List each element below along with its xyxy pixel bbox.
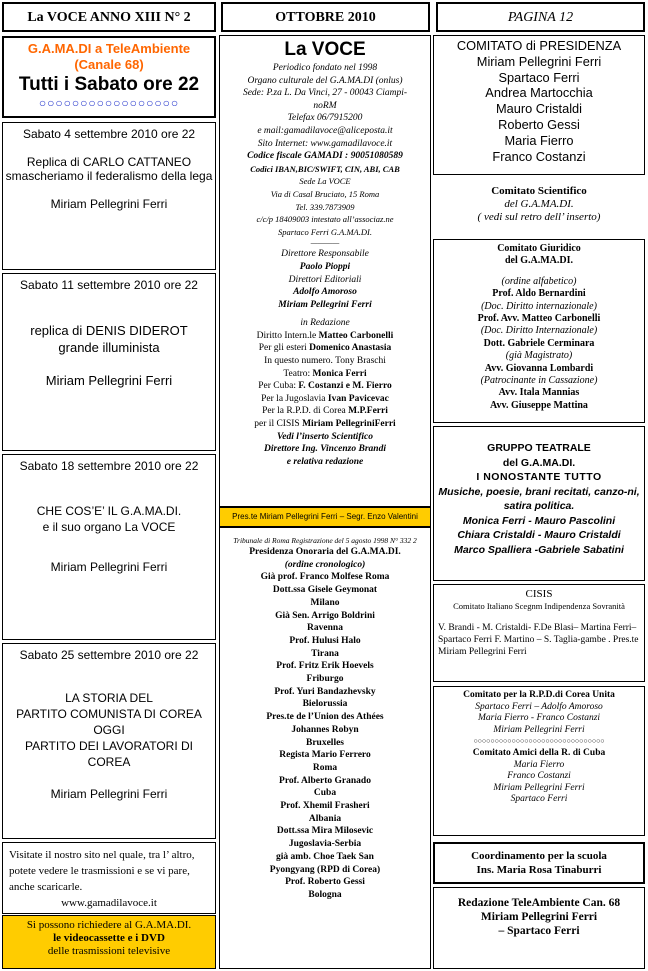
visit-site	[2, 842, 216, 914]
tele-line: Miriam Pellegrini Ferri	[480, 911, 598, 923]
giuridico-title: Comitato Giuridico	[497, 243, 581, 254]
promo-dots: ○○○○○○○○○○○○○○○○○	[38, 96, 180, 110]
event-3	[2, 454, 216, 640]
event-line	[3, 356, 215, 372]
redazione-row	[220, 405, 430, 418]
order-notice	[2, 915, 216, 969]
page-label: PAGINA 12	[507, 10, 574, 25]
presidenza-members	[434, 54, 644, 165]
corea-title: Comitato per la R.P.D.di Corea Unita	[463, 690, 615, 700]
tele-line: – Spartaco Ferri	[498, 925, 580, 937]
masthead-line: Codici IBAN,BIC/SWIFT, CIN, ABI, CAB	[250, 163, 400, 174]
presidenza-member: Franco Costanzi	[492, 148, 586, 164]
honorary-member: Albania	[308, 813, 342, 824]
event-line: Replica di CARLO CATTANEO	[26, 155, 192, 169]
event-date: Sabato 25 settembre 2010 ore 22	[19, 648, 199, 662]
event-author: Miriam Pellegrini Ferri	[50, 787, 168, 801]
event-4	[2, 643, 216, 839]
masthead-line: Tel. 339.7873909	[295, 201, 355, 212]
presidenza-member: Spartaco Ferri	[498, 69, 580, 85]
honorary-member: Dott.ssa Mira Milosevic	[276, 826, 374, 837]
honorary-member: Prof. Fritz Erik Hoevels	[276, 661, 374, 672]
giuridico-member: Dott. Gabriele Cerminara	[483, 337, 595, 349]
comitato-giuridico	[433, 239, 645, 423]
giuridico-title: del G.A.MA.DI.	[504, 255, 574, 267]
honorary-member: Prof. Hulusi Halo	[289, 635, 361, 646]
giuridico-member: Prof. Avv. Matteo Carbonelli	[477, 313, 601, 325]
tribunale-registration: Tribunale di Roma Registrazione del 5 agosto 1998 N° 332 2	[233, 536, 417, 545]
redazione-person: Ivan Pavicevac	[327, 393, 389, 404]
comitato-scientifico	[433, 185, 645, 235]
scientifico-line: del G.A.MA.DI.	[504, 198, 574, 210]
redazione-role: per il CISIS	[254, 419, 303, 430]
event-author: Miriam Pellegrini Ferri	[45, 373, 173, 388]
redazione-person: F. Costanzi e M. Fierro	[298, 381, 392, 392]
teatro-member: Chiara Cristaldi - Mauro Cristaldi	[457, 529, 621, 541]
masthead-line: Spartaco Ferri G.A.MA.DI.	[278, 226, 372, 237]
promo-channel: G.A.MA.DI a TeleAmbiente	[27, 41, 191, 56]
cuba-line: Franco Costanzi	[507, 771, 571, 782]
redazione-label: in Redazione	[300, 318, 350, 329]
redazione-row	[220, 330, 430, 343]
redazione-role: Per Cuba:	[258, 381, 299, 392]
event-line: OGGI	[93, 723, 125, 737]
honorary-member: Già prof. Franco Molfese Roma	[260, 572, 390, 583]
director-name: Paolo Pioppi	[299, 261, 351, 272]
tv-promo	[2, 36, 216, 118]
event-line: COREA	[87, 755, 131, 769]
event-line: grande illuminista	[58, 340, 160, 355]
month-label: OTTOBRE 2010	[275, 10, 376, 25]
inserto-line: Vedi l’inserto Scientifico	[276, 431, 374, 442]
visit-text: Visitate il nostro sito nel quale, tra l’ altro, potete vedere le trasmissioni e se vi pare, anche scaricarle.	[9, 849, 195, 893]
promo-channel-number: (Canale 68)	[74, 57, 144, 72]
redazione-row	[220, 368, 430, 381]
teatro-member: Marco Spalliera -Gabriele Sabatini	[454, 543, 624, 556]
editorial-name: Adolfo Amoroso	[293, 287, 357, 298]
comitato-corea	[433, 686, 645, 836]
masthead-line: Telefax 06/7915200	[287, 113, 363, 124]
order-line: Si possono richiedere al G.A.MA.DI.	[26, 919, 192, 931]
separator-dots: ○○○○○○○○○○○○○○○○○○○○○○○○○○○○○○○	[473, 737, 605, 746]
honorary-member: Bielorussia	[302, 699, 348, 710]
masthead-rule: ————	[310, 238, 340, 248]
scientifico-line: ( vedi sul retro dell’ inserto)	[477, 211, 601, 223]
teatro-title: del G.A.MA.DI.	[502, 456, 576, 469]
honorary-member: Bologna	[308, 889, 342, 900]
director-label: Direttore Responsabile	[281, 249, 369, 260]
cisis-subtitle: Comitato Italiano Scegnm Indipendenza Sovranità	[453, 601, 625, 611]
cisis	[433, 584, 645, 682]
president-secretary: Pres.te Miriam Pellegrini Ferri – Segr. Enzo Valentini	[232, 512, 418, 521]
honorary-member: Prof. Alberto Granado	[279, 775, 371, 786]
event-line: LA STORIA DEL	[65, 691, 153, 705]
redazione-person: Domenico Anastasia	[309, 343, 392, 354]
cuba-line: Maria Fierro	[513, 759, 565, 770]
tele-line: Redazione TeleAmbiente Can. 68	[457, 897, 621, 909]
event-line: PARTITO DEI LAVORATORI DI	[24, 739, 194, 753]
event-line	[3, 183, 215, 197]
giuridico-note: (Doc. Diritto internazionale)	[481, 300, 597, 312]
redazione-person: Matteo Carbonelli	[318, 330, 394, 341]
redazione-row	[220, 355, 430, 368]
redazione-role: Diritto Intern.le	[256, 330, 319, 341]
masthead-site[interactable]: Sito Internet: www.gamadilavoce.it	[257, 138, 393, 149]
masthead-line: Codice fiscale GAMADI : 90051080589	[247, 151, 403, 162]
cisis-title: CISIS	[525, 588, 553, 600]
editorial-label: Direttori Editoriali	[288, 274, 362, 285]
event-author: Miriam Pellegrini Ferri	[50, 197, 168, 211]
giuridico-member: Avv. Giovanna Lombardi	[484, 362, 594, 374]
scuola-line: Ins. Maria Rosa Tinaburri	[476, 864, 602, 876]
redazione-role: Per la Jugoslavia	[261, 393, 328, 404]
gruppo-teatrale	[433, 426, 645, 581]
honorary-member: Johannes Robyn	[291, 724, 359, 735]
corea-line: Spartaco Ferri – Adolfo Amoroso	[475, 701, 603, 712]
honorary-member: Roma	[312, 762, 338, 773]
honorary-member: Pyongyang (RPD di Corea)	[269, 864, 381, 875]
teatro-desc: Musiche, poesie, brani recitati, canzo-ni, satira politica.	[438, 485, 640, 512]
site-link[interactable]: www.gamadilavoce.it	[61, 897, 157, 909]
honorary-member: Bruxelles	[306, 737, 344, 748]
honorary-member: Friburgo	[306, 674, 344, 685]
teatro-name: I NONOSTANTE TUTTO	[476, 471, 602, 483]
event-date: Sabato 18 settembre 2010 ore 22	[19, 459, 199, 473]
event-date: Sabato 11 settembre 2010 ore 22	[20, 278, 198, 292]
comitato-presidenza	[433, 35, 645, 175]
cuba-line: Spartaco Ferri	[510, 794, 568, 805]
giuridico-member: Prof. Aldo Bernardini	[492, 288, 586, 300]
redazione-role: Teatro:	[283, 368, 313, 379]
inserto-line: Direttore Ing. Vincenzo Brandi	[264, 444, 386, 455]
redazione-role: Per la R.P.D. di Corea	[262, 406, 349, 417]
redazione-row	[220, 380, 430, 393]
honorary-member: Già Sen. Arrigo Boldrini	[275, 610, 375, 621]
masthead-line: noRM	[313, 100, 337, 111]
masthead	[219, 35, 431, 507]
honorary-presidency	[219, 527, 431, 969]
cuba-line: Miriam Pellegrini Ferri	[493, 782, 585, 793]
teatro-member: Monica Ferri - Mauro Pascolini	[462, 514, 616, 527]
issue-label: La VOCE ANNO XIII N° 2	[27, 10, 191, 25]
honorary-member: Tirana	[311, 648, 339, 659]
order-line: delle trasmissioni televisive	[47, 945, 171, 957]
honorary-list	[220, 571, 430, 901]
promo-schedule: Tutti i Sabato ore 22	[18, 74, 200, 95]
order-line: le videocassette e i DVD	[53, 932, 165, 944]
event-date: Sabato 4 settembre 2010 ore 22	[22, 127, 196, 141]
president-band	[219, 507, 431, 527]
event-author: Miriam Pellegrini Ferri	[50, 560, 168, 574]
giuridico-member: Avv. Itala Mannias	[498, 387, 580, 399]
redazione-role: Per gli esteri	[258, 343, 310, 354]
masthead-line: Sede La VOCE	[299, 176, 351, 187]
event-line	[3, 535, 215, 559]
presidenza-member: Miriam Pellegrini Ferri	[476, 53, 602, 69]
corea-line: Miriam Pellegrini Ferri	[493, 724, 585, 735]
corea-line: Maria Fierro - Franco Costanzi	[477, 713, 601, 724]
scientifico-title: Comitato Scientifico	[491, 185, 587, 197]
presidenza-member: Andrea Martocchia	[485, 85, 593, 101]
masthead-line: Periodico fondato nel 1998	[272, 63, 378, 73]
redazione-row	[220, 418, 430, 431]
honorary-member: Milano	[310, 597, 340, 608]
masthead-email[interactable]: e mail:gamadilavoce@aliceposta.it	[257, 125, 393, 136]
event-line: smascheriamo il federalismo della lega	[5, 169, 213, 183]
event-line: e il suo organo La VOCE	[42, 520, 176, 534]
masthead-info	[220, 62, 430, 248]
editorial-name: Miriam Pellegrini Ferri	[278, 299, 372, 310]
masthead-title: La VOCE	[284, 39, 366, 60]
header-month	[221, 2, 430, 32]
event-line: replica di DENIS DIDEROT	[30, 323, 188, 338]
honorary-member: Prof. Roberto Gessi	[285, 877, 365, 888]
redazione-teleambiente	[433, 887, 645, 969]
redazione-person: M.P.Ferri	[348, 406, 388, 417]
event-line	[3, 770, 215, 786]
presidenza-title: COMITATO di PRESIDENZA	[456, 38, 622, 53]
event-1	[2, 122, 216, 270]
teatro-title: GRUPPO TEATRALE	[487, 442, 591, 454]
honorary-member: Prof. Yuri Bandazhevsky	[274, 686, 376, 697]
honorary-member: Cuba	[313, 788, 337, 799]
honorary-member: Pres.te de l’Union des Athées	[266, 712, 384, 723]
masthead-line: Organo culturale del G.A.MA.DI (onlus)	[247, 75, 403, 86]
redazione-role: In questo numero. Tony Braschi	[264, 356, 386, 367]
honorary-member: Regista Mario Ferrero	[279, 750, 371, 761]
giuridico-members	[434, 288, 644, 412]
giuridico-order: (ordine alfabetico)	[501, 275, 577, 287]
header-issue	[2, 2, 216, 32]
redazione-person: Miriam PellegriniFerri	[302, 419, 396, 430]
masthead-line: Sede: P.za L. Da Vinci, 27 - 00043 Ciampi-	[242, 88, 408, 99]
event-line: PARTITO COMUNISTA DI COREA	[16, 707, 202, 721]
masthead-line: Via di Casal Bruciato, 15 Roma	[270, 188, 380, 199]
inserto-line: e relativa redazione	[286, 456, 364, 467]
honorary-member: Ravenna	[307, 623, 343, 634]
honorary-member: Dott.ssa Gisele Geymonat	[272, 585, 378, 596]
honorary-subtitle: (ordine cronologico)	[284, 559, 366, 570]
honorary-member: Jugoslavia-Serbia	[288, 839, 362, 850]
honorary-title: Presidenza Onoraria del G.A.MA.DI.	[249, 547, 401, 557]
header-page	[436, 2, 645, 32]
giuridico-note: (già Magistrato)	[505, 350, 573, 362]
event-line: CHE COS’E’ IL G.A.MA.DI.	[36, 504, 182, 518]
presidenza-member: Maria Fierro	[504, 132, 574, 148]
scuola-line: Coordinamento per la scuola	[471, 850, 607, 862]
redazione-row	[220, 393, 430, 406]
honorary-member: Prof. Xhemil Frasheri	[280, 801, 370, 812]
giuridico-member: Avv. Giuseppe Mattina	[490, 399, 588, 411]
coordinamento-scuola	[433, 842, 645, 884]
giuridico-note: (Patrocinante in Cassazione)	[480, 375, 598, 387]
cuba-title: Comitato Amici della R. di Cuba	[472, 747, 606, 758]
giuridico-note: (Doc. Diritto Internazionale)	[480, 325, 598, 337]
presidenza-member: Mauro Cristaldi	[495, 101, 583, 117]
presidenza-member: Roberto Gessi	[498, 116, 580, 132]
honorary-member: già amb. Choe Taek San	[276, 851, 374, 862]
event-2	[2, 273, 216, 451]
redazione-person: Monica Ferri	[312, 368, 367, 379]
cisis-members: V. Brandi - M. Cristaldi- F.De Blasi– Martina Ferri– Spartaco Ferri F. Martino – S. Taglia-gambe . Pres.te Miriam Pellegrini Ferri	[438, 623, 639, 657]
redazione-row	[220, 342, 430, 355]
masthead-line: c/c/p 18409003 intestato all’associaz.ne	[256, 214, 394, 225]
